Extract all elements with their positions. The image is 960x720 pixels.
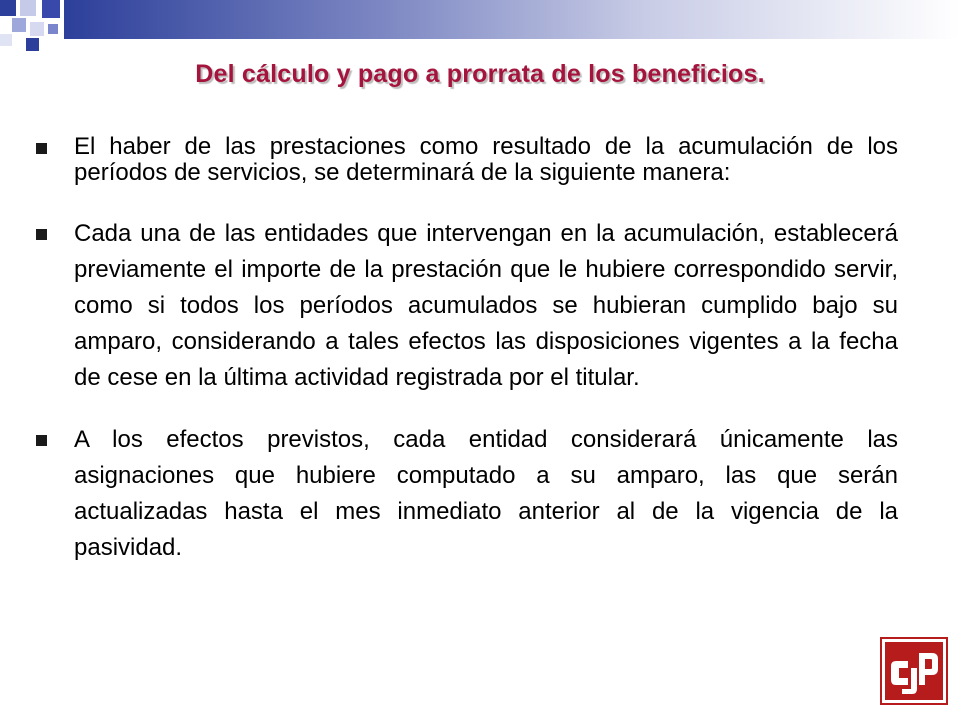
bullet-text: A los efectos previstos, cada entidad considerará únicamente las asignaciones que hubiere computado a su amparo, las que serán actualizadas hasta el mes inmediato anterior al de la vigencia de la pasividad. xyxy=(74,426,898,561)
square-bullet-icon xyxy=(36,143,47,154)
bullet-text: El haber de las prestaciones como resultado de la acumulación de los períodos de servicios, se determinará de la siguiente manera: xyxy=(74,133,898,186)
mosaic-square xyxy=(30,22,44,36)
square-bullet-icon xyxy=(36,229,47,240)
mosaic-square xyxy=(0,34,12,46)
header-gradient-band xyxy=(64,0,960,39)
square-bullet-icon xyxy=(36,435,47,446)
mosaic-square xyxy=(48,24,58,34)
slide-title: Del cálculo y pago a prorrata de los beneficios. xyxy=(195,60,765,88)
bullet-text: Cada una de las entidades que intervengan en la acumulación, establecerá previamente el importe de la prestación que le hubiere correspondido servir, como si todos los períodos acumulados se hubieran cumplido bajo su amparo, considerando a tales efectos las disposiciones vigentes a la fecha de cese en la última actividad registrada por el titular. xyxy=(74,220,898,391)
cjp-logo-icon xyxy=(880,637,948,705)
bullet-list xyxy=(36,134,898,566)
bullet-item xyxy=(36,216,898,396)
mosaic-square xyxy=(0,0,16,16)
mosaic-square xyxy=(20,0,36,16)
mosaic-square xyxy=(26,38,39,51)
bullet-item xyxy=(36,422,898,566)
bullet-item xyxy=(36,134,898,186)
mosaic-square xyxy=(42,0,60,18)
mosaic-square xyxy=(12,18,26,32)
